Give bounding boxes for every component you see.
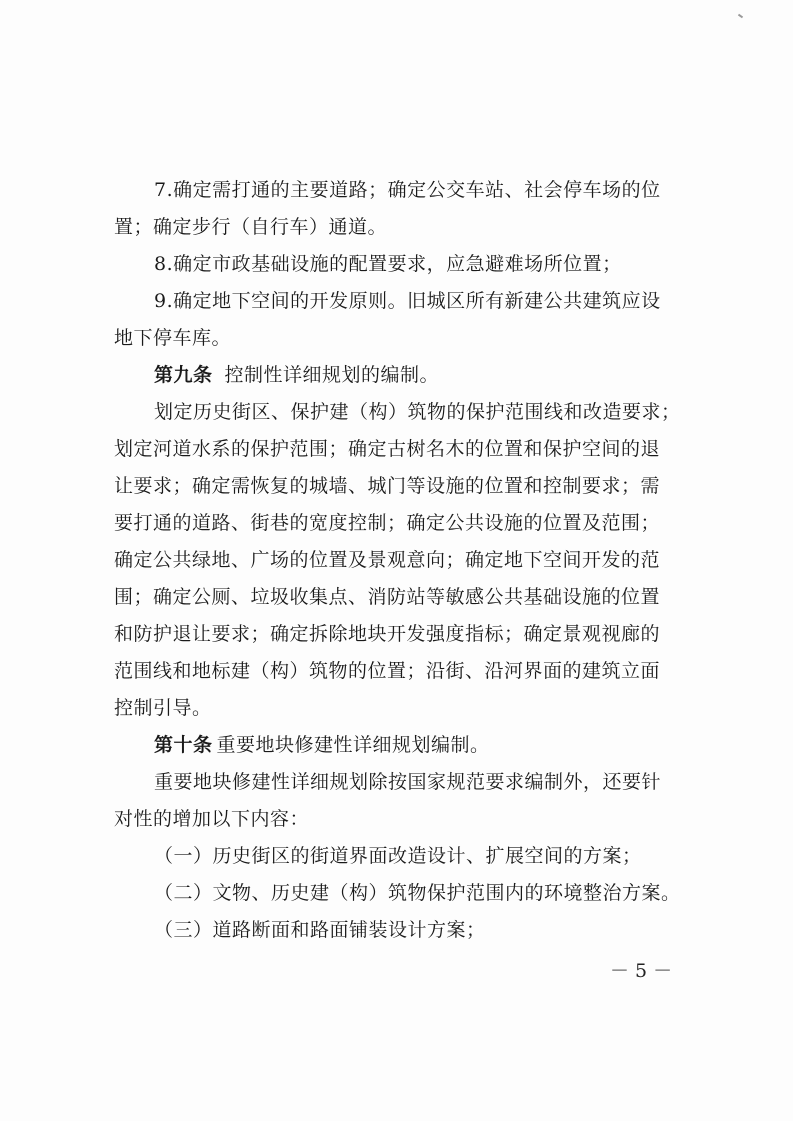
scan-mark [738, 14, 743, 19]
article-9-title: 控制性详细规划的编制。 [224, 364, 440, 386]
article-10-label: 第十条 [154, 734, 213, 756]
list-item: （二）文物、历史建（构）筑物保护范围内的环境整治方案。 [154, 882, 681, 904]
list-item: （三）道路断面和路面铺装设计方案； [154, 919, 486, 941]
paragraph-line: 9.确定地下空间的开发原则。旧城区所有新建公共建筑应设 [154, 290, 661, 312]
article-9-heading [114, 357, 674, 394]
document-body [114, 172, 681, 949]
paragraph-line: 确定公共绿地、广场的位置及景观意向；确定地下空间开发的范 [114, 549, 661, 571]
paragraph-line: 7.确定需打通的主要道路；确定公交车站、社会停车场的位 [154, 179, 661, 201]
paragraph-line: 置；确定步行（自行车）通道。 [114, 216, 388, 238]
paragraph-line: 划定历史街区、保护建（构）筑物的保护范围线和改造要求； [154, 401, 681, 423]
paragraph-line: 让要求；确定需恢复的城墙、城门等设施的位置和控制要求；需 [114, 475, 661, 497]
paragraph-line: 划定河道水系的保护范围；确定古树名木的位置和保护空间的退 [114, 438, 661, 460]
paragraph-line: 8.确定市政基础设施的配置要求，应急避难场所位置； [154, 253, 622, 275]
paragraph-line: 控制引导。 [114, 697, 212, 719]
page-number: － 5 － [610, 960, 673, 982]
article-9-label: 第九条 [154, 364, 213, 386]
article-10-heading [114, 727, 674, 764]
paragraph-line: 范围线和地标建（构）筑物的位置；沿街、沿河界面的建筑立面 [114, 660, 661, 682]
paragraph-line: 重要地块修建性详细规划除按国家规范要求编制外，还要针 [154, 771, 662, 793]
paragraph-line: 和防护退让要求；确定拆除地块开发强度指标；确定景观视廊的 [114, 623, 661, 645]
paragraph-line: 地下停车库。 [114, 327, 232, 349]
paragraph-line: 对性的增加以下内容： [114, 808, 310, 830]
paragraph-line: 要打通的道路、街巷的宽度控制；确定公共设施的位置及范围； [114, 512, 661, 534]
list-item: （一）历史街区的街道界面改造设计、扩展空间的方案； [154, 845, 642, 867]
paragraph-line: 围；确定公厕、垃圾收集点、消防站等敏感公共基础设施的位置 [114, 586, 661, 608]
article-10-title: 重要地块修建性详细规划编制。 [216, 734, 490, 756]
